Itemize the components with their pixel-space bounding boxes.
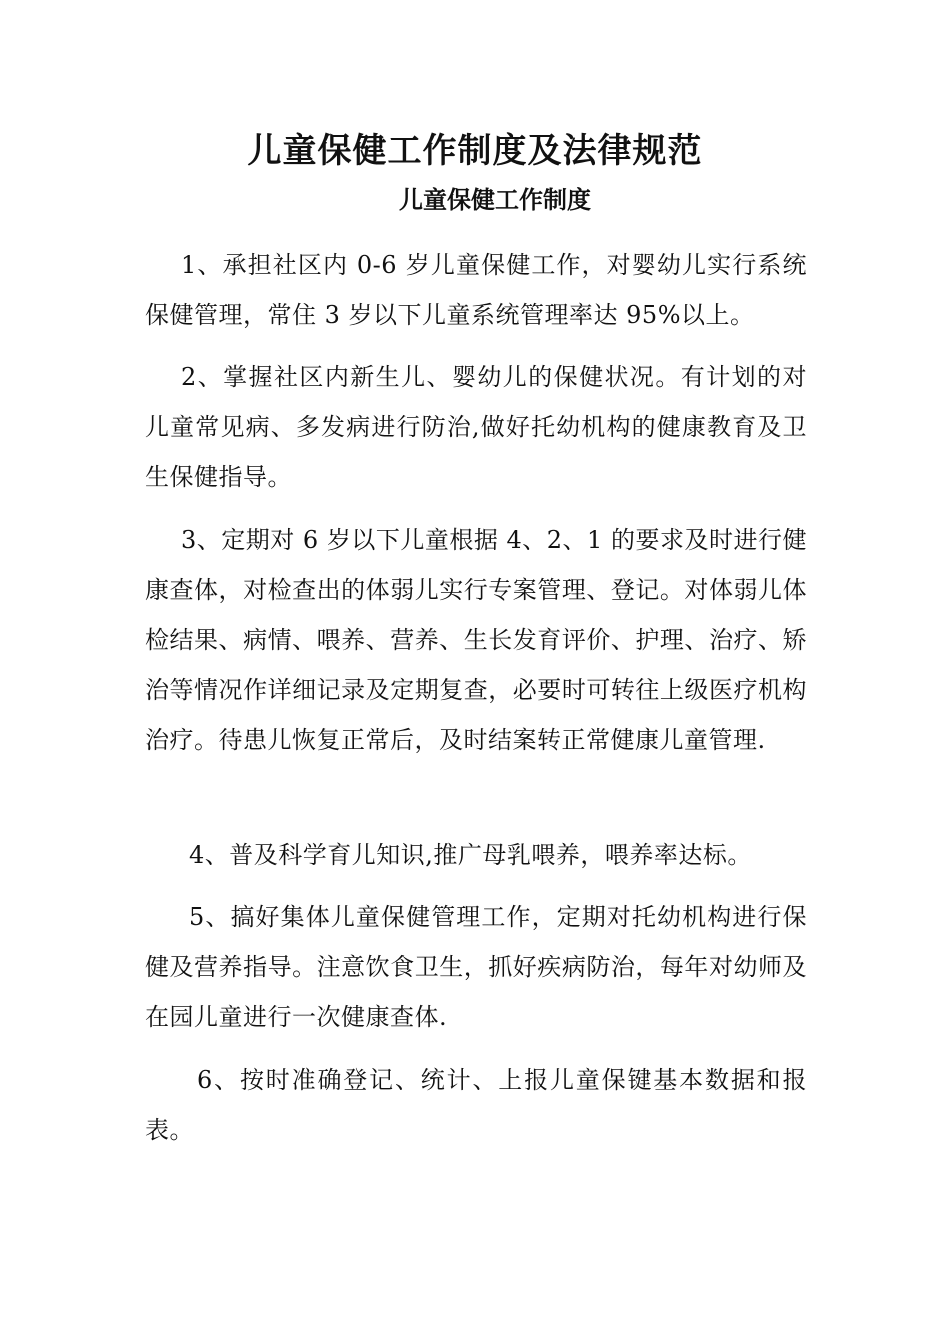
paragraph-5: 5、搞好集体儿童保健管理工作，定期对托幼机构进行保健及营养指导。注意饮食卫生，抓好疾病防治，每年对幼师及在园儿童进行一次健康查体. — [145, 903, 807, 1031]
paragraph-2: 2、掌握社区内新生儿、婴幼儿的保健状况。有计划的对儿童常见病、多发病进行防治,做好托幼机构的健康教育及卫生保健指导。 — [145, 363, 807, 491]
document-subtitle: 儿童保健工作制度 — [399, 186, 591, 214]
document-title: 儿童保健工作制度及法律规范 — [247, 131, 703, 171]
paragraph-1: 1、承担社区内 0-6 岁儿童保健工作，对婴幼儿实行系统保健管理，常住 3 岁以下儿童系统管理率达 95%以上。 — [145, 251, 807, 329]
paragraph-3: 3、定期对 6 岁以下儿童根据 4、2、1 的要求及时进行健康查体，对检查出的体弱儿实行专案管理、登记。对体弱儿体检结果、病情、喂养、营养、生长发育评价、护理、治疗、矫治等情况作详细记录及定期复查，必要时可转往上级医疗机构治疗。待患儿恢复正常后，及时结案转正常健康儿童管理. — [145, 526, 807, 754]
paragraph-4: 4、普及科学育儿知识,推广母乳喂养，喂养率达标。 — [189, 841, 752, 869]
paragraph-6: 6、按时准确登记、统计、上报儿童保键基本数据和报表。 — [145, 1066, 807, 1144]
